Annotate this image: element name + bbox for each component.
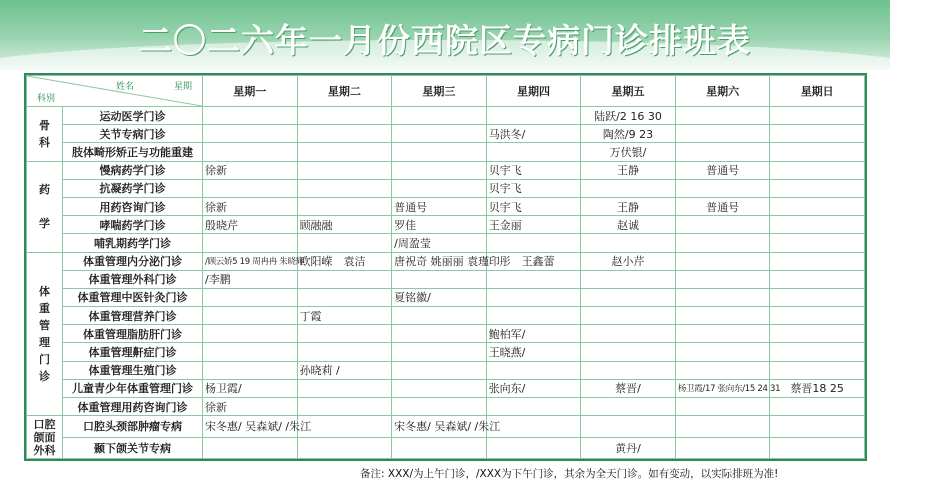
schedule-cell	[675, 416, 770, 437]
schedule-cell	[581, 398, 676, 416]
schedule-cell	[203, 179, 298, 197]
schedule-row	[27, 161, 865, 179]
schedule-cell	[392, 179, 487, 197]
header-row	[27, 76, 865, 107]
schedule-cell	[770, 307, 865, 325]
clinic-name-cell: 儿童青少年体重管理门诊	[63, 379, 203, 397]
schedule-cell	[392, 143, 487, 161]
schedule-cell: 贝宇飞	[486, 179, 581, 197]
category-cell: 体 重 管 理 门 诊	[27, 252, 63, 416]
schedule-cell	[770, 343, 865, 361]
clinic-name-cell: 体重管理内分泌门诊	[63, 252, 203, 270]
schedule-cell: 黄丹/	[581, 437, 676, 458]
schedule-cell	[581, 234, 676, 252]
schedule-cell: 徐新	[203, 197, 298, 215]
schedule-cell: 杨卫霞/17 张向东/15 24 31	[675, 379, 770, 397]
schedule-cell	[675, 307, 770, 325]
schedule-cell: 印彤 王鑫蕾	[486, 252, 581, 270]
schedule-row	[27, 307, 865, 325]
schedule-row	[27, 143, 865, 161]
schedule-row	[27, 437, 865, 458]
schedule-cell	[675, 437, 770, 458]
schedule-cell: 顾融融	[297, 216, 392, 234]
schedule-cell: 王金丽	[486, 216, 581, 234]
schedule-cell	[675, 234, 770, 252]
schedule-cell	[581, 361, 676, 379]
schedule-cell	[770, 125, 865, 143]
schedule-cell: 赵诚	[581, 216, 676, 234]
schedule-cell	[770, 325, 865, 343]
schedule-cell: 徐新	[203, 398, 298, 416]
schedule-row	[27, 288, 865, 306]
schedule-cell	[770, 197, 865, 215]
schedule-cell	[770, 288, 865, 306]
clinic-name-cell: 肢体畸形矫正与功能重建	[63, 143, 203, 161]
footer-note: 备注: XXX/为上午门诊，/XXX为下午门诊，其余为全天门诊。如有变动，以实际排班为准!	[360, 468, 779, 480]
day-header-sun: 星期日	[770, 76, 865, 107]
schedule-cell	[770, 107, 865, 125]
schedule-cell	[675, 216, 770, 234]
schedule-cell	[486, 234, 581, 252]
day-label: 星期	[173, 82, 192, 92]
schedule-row	[27, 197, 865, 215]
schedule-cell	[770, 179, 865, 197]
day-header-sat: 星期六	[675, 76, 770, 107]
schedule-row	[27, 179, 865, 197]
schedule-cell: 欧阳嵘 袁洁	[297, 252, 392, 270]
day-header-mon: 星期一	[203, 76, 298, 107]
schedule-cell: 普通号	[675, 197, 770, 215]
schedule-cell	[203, 107, 298, 125]
schedule-cell	[392, 125, 487, 143]
schedule-cell: 贝宇飞	[486, 197, 581, 215]
day-header-thu: 星期四	[486, 76, 581, 107]
schedule-cell	[486, 288, 581, 306]
schedule-cell: /周盈莹	[392, 234, 487, 252]
schedule-cell: 王静	[581, 197, 676, 215]
schedule-cell	[392, 325, 487, 343]
schedule-cell	[675, 179, 770, 197]
schedule-cell	[203, 143, 298, 161]
schedule-cell	[392, 107, 487, 125]
schedule-cell: 宋冬惠/ 吴森斌/ /朱江	[203, 416, 298, 437]
schedule-cell: 蔡晋/	[581, 379, 676, 397]
clinic-name-cell: 运动医学门诊	[63, 107, 203, 125]
clinic-name-cell: 体重管理脂肪肝门诊	[63, 325, 203, 343]
name-label: 姓名	[115, 82, 134, 92]
schedule-cell	[675, 252, 770, 270]
schedule-cell	[297, 270, 392, 288]
schedule-cell	[770, 143, 865, 161]
schedule-cell	[203, 325, 298, 343]
day-header-wed: 星期三	[392, 76, 487, 107]
category-cell: 口腔 颌面 外科	[27, 416, 63, 459]
schedule-cell	[297, 107, 392, 125]
clinic-name-cell: 慢病药学门诊	[63, 161, 203, 179]
schedule-cell	[203, 234, 298, 252]
category-cell: 骨 科	[27, 107, 63, 162]
schedule-cell	[486, 270, 581, 288]
schedule-cell: 赵小芹	[581, 252, 676, 270]
schedule-cell: 罗佳	[392, 216, 487, 234]
schedule-cell	[297, 288, 392, 306]
schedule-cell	[486, 361, 581, 379]
schedule-cell	[770, 234, 865, 252]
schedule-cell	[675, 107, 770, 125]
schedule-row	[27, 343, 865, 361]
schedule-cell	[770, 252, 865, 270]
schedule-row	[27, 270, 865, 288]
schedule-cell	[770, 416, 865, 437]
schedule-cell	[297, 234, 392, 252]
schedule-cell	[486, 143, 581, 161]
day-header-tue: 星期二	[297, 76, 392, 107]
schedule-cell: 宋冬惠/ 吴森斌/ /朱江	[392, 416, 487, 437]
schedule-cell	[297, 325, 392, 343]
schedule-cell	[581, 343, 676, 361]
schedule-cell	[392, 307, 487, 325]
clinic-name-cell: 关节专病门诊	[63, 125, 203, 143]
schedule-cell: 鲍柏军/	[486, 325, 581, 343]
schedule-table	[24, 73, 867, 461]
schedule-cell	[581, 288, 676, 306]
schedule-cell	[675, 125, 770, 143]
schedule-cell	[770, 216, 865, 234]
schedule-cell	[392, 343, 487, 361]
schedule-row	[27, 325, 865, 343]
schedule-cell: 王晓燕/	[486, 343, 581, 361]
schedule-row	[27, 416, 865, 437]
schedule-row	[27, 379, 865, 397]
schedule-row	[27, 252, 865, 270]
schedule-row	[27, 398, 865, 416]
schedule-cell: 夏铭徽/	[392, 288, 487, 306]
schedule-cell	[675, 143, 770, 161]
clinic-name-cell: 颞下颌关节专病	[63, 437, 203, 458]
schedule-cell	[203, 361, 298, 379]
schedule-cell	[297, 437, 392, 458]
schedule-cell	[203, 437, 298, 458]
schedule-cell: /李鹏	[203, 270, 298, 288]
schedule-cell	[203, 307, 298, 325]
schedule-cell	[297, 416, 392, 437]
schedule-cell: 蔡晋18 25	[770, 379, 865, 397]
schedule-cell: 殷晓芹	[203, 216, 298, 234]
schedule-cell	[675, 361, 770, 379]
schedule-cell	[203, 288, 298, 306]
schedule-cell	[675, 325, 770, 343]
schedule-cell	[675, 398, 770, 416]
schedule-cell: 贝宇飞	[486, 161, 581, 179]
schedule-cell	[770, 161, 865, 179]
clinic-name-cell: 体重管理用药咨询门诊	[63, 398, 203, 416]
schedule-cell	[770, 437, 865, 458]
schedule-cell	[770, 270, 865, 288]
schedule-cell	[392, 379, 487, 397]
schedule-cell	[581, 270, 676, 288]
clinic-name-cell: 哮喘药学门诊	[63, 216, 203, 234]
schedule-cell	[203, 343, 298, 361]
schedule-cell	[581, 325, 676, 343]
schedule-cell	[297, 161, 392, 179]
schedule-cell	[486, 416, 581, 437]
schedule-row	[27, 216, 865, 234]
clinic-name-cell: 体重管理外科门诊	[63, 270, 203, 288]
category-cell: 药 学	[27, 161, 63, 252]
schedule-cell: 杨卫霞/	[203, 379, 298, 397]
schedule-row	[27, 107, 865, 125]
schedule-cell	[392, 361, 487, 379]
schedule-cell	[675, 343, 770, 361]
schedule-cell: 王静	[581, 161, 676, 179]
schedule-row	[27, 234, 865, 252]
clinic-name-cell: 哺乳期药学门诊	[63, 234, 203, 252]
schedule-cell	[392, 398, 487, 416]
clinic-name-cell: 体重管理中医针灸门诊	[63, 288, 203, 306]
schedule-cell: 张向东/	[486, 379, 581, 397]
schedule-row	[27, 125, 865, 143]
schedule-cell: 陆跃/2 16 30	[581, 107, 676, 125]
page-title: 二〇二六年一月份西院区专病门诊排班表	[139, 21, 751, 60]
clinic-name-cell: 用药咨询门诊	[63, 197, 203, 215]
schedule-cell	[675, 288, 770, 306]
clinic-name-cell: 口腔头颈部肿瘤专病	[63, 416, 203, 437]
schedule-cell	[675, 270, 770, 288]
clinic-name-cell: 体重管理生殖门诊	[63, 361, 203, 379]
clinic-name-cell: 体重管理鼾症门诊	[63, 343, 203, 361]
schedule-cell	[392, 270, 487, 288]
schedule-cell	[581, 416, 676, 437]
schedule-cell: 普通号	[675, 161, 770, 179]
schedule-cell	[297, 197, 392, 215]
schedule-cell	[297, 398, 392, 416]
schedule-cell	[297, 343, 392, 361]
corner-header-cell	[27, 76, 203, 107]
schedule-cell	[486, 437, 581, 458]
schedule-cell	[392, 161, 487, 179]
category-label: 科别	[37, 94, 56, 104]
schedule-cell	[297, 143, 392, 161]
clinic-name-cell: 体重管理营养门诊	[63, 307, 203, 325]
schedule-cell: 孙晓莉 /	[297, 361, 392, 379]
header-banner	[0, 0, 890, 70]
schedule-cell: 马洪冬/	[486, 125, 581, 143]
schedule-cell	[486, 398, 581, 416]
schedule-cell	[581, 307, 676, 325]
schedule-cell	[392, 437, 487, 458]
schedule-cell: 唐祝奇 姚丽丽 袁瑾	[392, 252, 487, 270]
schedule-cell	[297, 125, 392, 143]
schedule-cell	[203, 125, 298, 143]
schedule-cell: 丁霞	[297, 307, 392, 325]
day-header-fri: 星期五	[581, 76, 676, 107]
clinic-name-cell: 抗凝药学门诊	[63, 179, 203, 197]
schedule-cell: 普通号	[392, 197, 487, 215]
schedule-cell	[581, 179, 676, 197]
schedule-cell	[297, 179, 392, 197]
schedule-cell: /顾云娇5 19 周冉冉 朱晓辉	[203, 252, 298, 270]
schedule-cell	[486, 307, 581, 325]
schedule-cell	[297, 379, 392, 397]
schedule-row	[27, 361, 865, 379]
schedule-cell	[486, 107, 581, 125]
schedule-cell: 陶然/9 23	[581, 125, 676, 143]
schedule-cell: 万伏银/	[581, 143, 676, 161]
schedule-cell	[770, 361, 865, 379]
schedule-cell: 徐新	[203, 161, 298, 179]
schedule-cell	[770, 398, 865, 416]
